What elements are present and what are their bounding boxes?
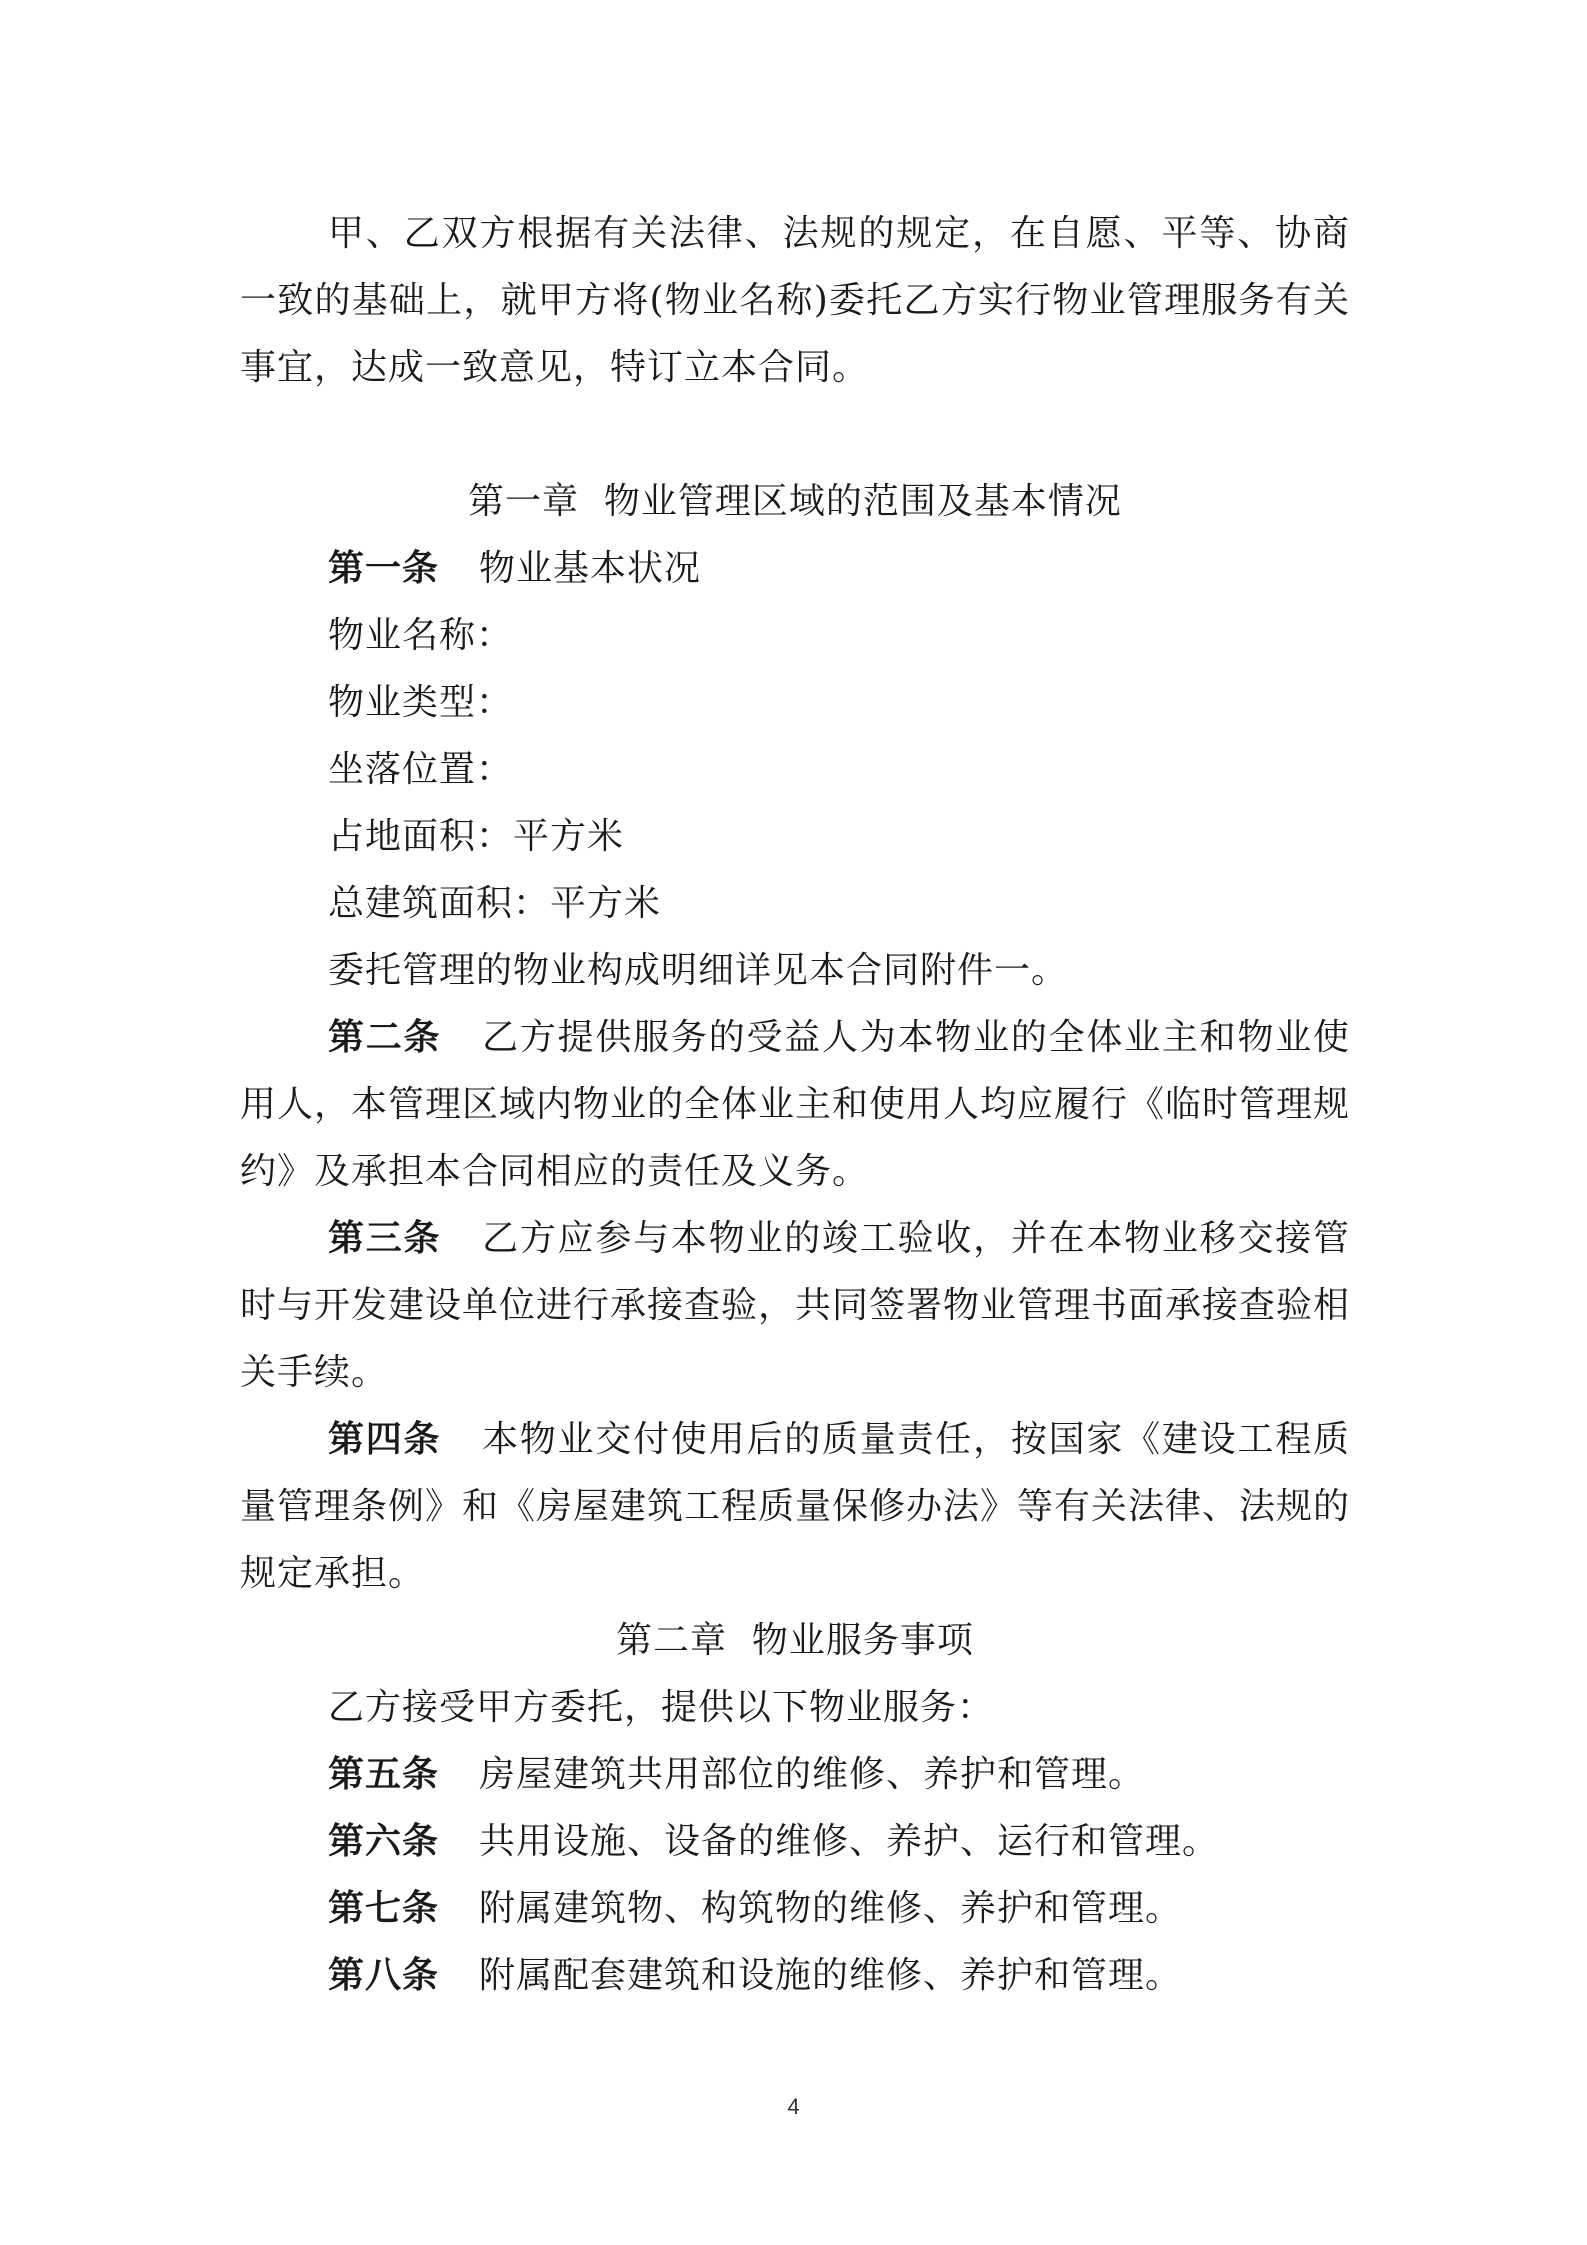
article-3 [240, 1205, 1350, 1406]
field-property-name: 物业名称： [328, 615, 514, 656]
field-location: 坐落位置： [328, 749, 514, 790]
article-3-number: 第三条 [328, 1217, 442, 1259]
article-6-text: 共用设施、设备的维修、养护、运行和管理。 [479, 1821, 1220, 1862]
chapter-2-intro: 乙方接受甲方委托，提供以下物业服务： [328, 1687, 995, 1728]
article-2 [240, 1004, 1350, 1205]
article-1-text: 物业基本状况 [479, 548, 702, 589]
page-content [240, 200, 1350, 2009]
page-number: 4 [787, 2094, 800, 2119]
article-8-number: 第八条 [328, 1954, 440, 1996]
intro-paragraph: 甲、乙双方根据有关法律、法规的规定，在自愿、平等、协商一致的基础上，就甲方将(物业名称)委托乙方实行物业管理服务有关事宜，达成一致意见，特订立本合同。 [240, 213, 1350, 388]
field-land-area: 占地面积：平方米 [328, 816, 625, 857]
article-6-number: 第六条 [328, 1820, 440, 1862]
article-7-text: 附属建筑物、构筑物的维修、养护和管理。 [479, 1888, 1183, 1929]
article-4 [240, 1406, 1350, 1607]
field-building-area: 总建筑面积：平方米 [328, 883, 662, 924]
article-1-number: 第一条 [328, 547, 440, 589]
article-4-text: 本物业交付使用后的质量责任，按国家《建设工程质量管理条例》和《房屋建筑工程质量保修办法》等有关法律、法规的规定承担。 [240, 1419, 1351, 1594]
article-1 [240, 535, 1350, 602]
article-7 [240, 1875, 1350, 1942]
article-6 [240, 1808, 1350, 1875]
spacer [240, 401, 1350, 468]
article-2-number: 第二条 [328, 1016, 442, 1058]
article-4-number: 第四条 [328, 1418, 442, 1460]
article-7-number: 第七条 [328, 1887, 440, 1929]
chapter-1-title: 第一章 物业管理区域的范围及基本情况 [468, 481, 1122, 522]
article-5 [240, 1741, 1350, 1808]
field-property-type: 物业类型： [328, 682, 514, 723]
chapter-2-title: 第二章 物业服务事项 [616, 1620, 974, 1661]
article-5-number: 第五条 [328, 1753, 440, 1795]
detail-note: 委托管理的物业构成明细详见本合同附件一。 [328, 950, 1069, 991]
article-5-text: 房屋建筑共用部位的维修、养护和管理。 [479, 1754, 1146, 1795]
article-8-text: 附属配套建筑和设施的维修、养护和管理。 [479, 1955, 1183, 1996]
article-8 [240, 1942, 1350, 2009]
article-3-text: 乙方应参与本物业的竣工验收，并在本物业移交接管时与开发建设单位进行承接查验，共同签署物业管理书面承接查验相关手续。 [240, 1218, 1351, 1393]
article-2-text: 乙方提供服务的受益人为本物业的全体业主和物业使用人，本管理区域内物业的全体业主和使用人均应履行《临时管理规约》及承担本合同相应的责任及义务。 [240, 1017, 1351, 1192]
